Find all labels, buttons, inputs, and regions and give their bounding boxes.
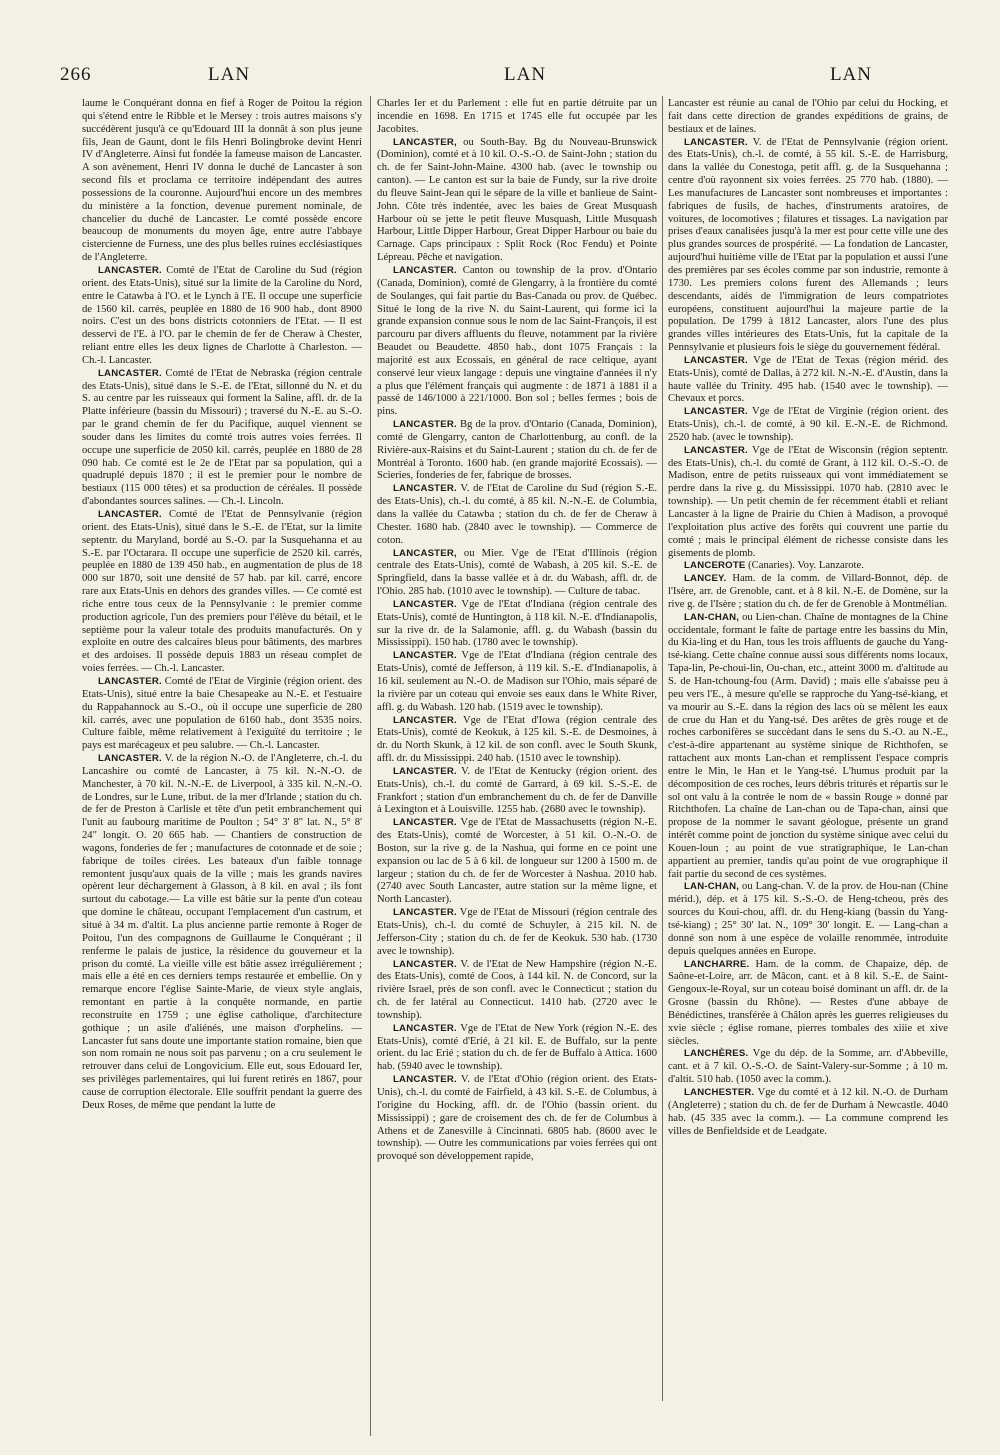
page-header [60,64,942,92]
entry-text: ou South-Bay. Bg du Nouveau-Brunswick (Dominion), comté et à 10 kil. O.-S.-O. de Saint-John ; station du ch. de fer Saint-John-Maine. 4300 hab. (avec le township ou canton). — Le canton est sur la baie de Fundy, sur la rive droite du fleuve Saint-Jean qui le sépare de la ville et banlieue de Saint-John. Côte très indentée, avec les baies de Great Musquash Harbour où se jette le petit fleuve Musquash, Little Musquash Harbour, Little Dipper Harbour, Great Dipper Harbour ou baie du Carnage. Caps principaux : Split Rock (Roc Fendu) et Pointe Lépreau. Pêche et navigation. [377,136,657,264]
entry-headword: LANCHARRE. [684,958,750,970]
entry-text: Vge de l'Etat d'Indiana (région centrale des Etats-Unis), comté de Jefferson, à 119 kil. S.-E. d'Indianapolis, à 16 kil. seulement au N.-O. de Madison sur l'Ohio, mais séparé de la rivière par un coteau qui envoie ses eaux dans le White River, affl. g. du Wabash. 120 hab. (1519 avec le township). [377,650,657,713]
entry-text: Comté de l'Etat de Virginie (région orient. des Etats-Unis), situé entre la baie Chesapeake au N.-E. et l'estuaire du Rappahannock au S.-O., où il occupe une superficie de 280 kil. carrés, avec une population de 6160 hab., dont 3535 noirs. Culture faible, même relativement à l'exiguïté du territoire ; le pays est marécageux et peu salubre. — Ch.-l. Lancaster. [82,675,362,752]
entry-headword: LANCASTER. [393,598,457,610]
entry-text: ou Lang-chan. V. de la prov. de Hou-nan (Chine mérid.), dép. et à 175 kil. S.-S.-O. de Heng-tcheou, près des sources du Koui-chou, affl. dr. du Heng-kiang (bassin du Yang-tsé-kiang) ; 25° 30' lat. N., 109° 30' longit. E. — Lang-chan a donné son nom à une espèce de volaille renommée, introduite depuis quelques années en Europe. [668,881,948,957]
entry-text: Vge de l'Etat de Virginie (région orient. des Etats-Unis), ch.-l. de comté, à 90 kil. E.-N.-E. de Richmond. 2520 hab. (avec le township). [668,406,948,443]
entry-headword: LANCASTER. [393,483,457,495]
entry-headword: LANCHESTER. [684,1086,755,1098]
entry-text: Lancaster est réunie au canal de l'Ohio par celui du Hocking, et fait dans cette direction de grandes expéditions de grains, de bestiaux et de laines. [668,98,948,135]
dictionary-entry [668,1087,948,1138]
entry-text: Vge de l'Etat de New York (région N.-E. des Etats-Unis), comté d'Erié, à 21 kil. E. de Buffalo, sur la pente orient. du lac Erié ; station du ch. de fer de Buffalo à Attica. 1600 hab. (5940 avec le township). [377,1022,657,1073]
entry-headword: LAN-CHAN, [684,881,740,893]
entry-headword: LANCASTER. [393,1022,457,1034]
entry-headword: LANCASTER. [684,444,748,456]
dictionary-entry [377,959,657,1023]
entry-headword: LANCASTER, [393,547,457,559]
entry-text: ou Lien-chan. Chaîne de montagnes de la Chine occidentale, formant le faîte de partage entre les bassins du Min, du Kia-ling et du Han, tous les trois affluents de gauche du Yang-tsé-kiang. Cette chaîne connue aussi sous différents noms locaux, Tapa-lin, Pe-choui-lin, Ou-chan, etc., atteint 3000 m. d'altitude au S. de Han-tchoung-fou (Arm. David) ; mais elle s'abaisse peu à peu vers l'E., à mesure qu'elle se rapproche du Yang-tsé-kiang, et va mourir au S.-E. dans la région des lacs où se mêlent les eaux de crue du Han et du Yang-tsé. Des arêtes de grès rouge et de roches carbonifères se succèdant dans le sens du S.-O. au N.-E., c'est-à-dire appartenant au système sinique de Richthofen, se rattachent aux monts Lan-chan et remplissent l'espace compris entre le Min, le Han et le Yang-tsé. L'humus produit par la décomposition de ces roches, leurs débris triturés et répartis sur le sol ont valu à la contrée le nom de « bassin Rouge » donné par Ritchthofen. La chaîne de Lan-chan ou de Tapa-chan, ainsi que propose de la nommer le savant géologue, présente un grand intérêt comme point de jonction du système sinique avec celui du Kouen-loun ; au point de vue stratigraphique, le Lan-chan appartient au premier, tandis qu'au point de vue orographique il fait partie du second de ces systèmes. [668,611,948,880]
text-column-1 [82,98,362,1113]
dictionary-entry [668,406,948,445]
entry-text: Vge de l'Etat de Texas (région mérid. des Etats-Unis), comté de Dallas, à 272 kil. N.-N.-E. d'Austin, dans la haute vallée du Trinity. 495 hab. (1540 avec le township). — Chevaux et porcs. [668,354,948,405]
dictionary-entry [377,599,657,650]
entry-headword: LANCASTER. [393,958,457,970]
entry-text: V. de l'Etat d'Ohio (région orient. des Etats-Unis), ch.-l. du comté de Fairfield, à 43 kil. S.-E. de Columbus, à l'origine du Hocking, affl. dr. de l'Ohio (bassin orient. du Mississippi) ; gare de croisement des ch. de fer de Columbus à Athens et de Zanesville à Cincinnati. 6805 hab. (8600 avec le township). — Outre les communications par voies ferrées qui ont provoqué son développement rapide, [377,1074,657,1163]
dictionary-entry [82,98,362,265]
entry-text: V. de l'Etat de Pennsylvanie (région orient. des Etats-Unis), ch.-l. de comté, à 55 kil. S.-E. de Harrisburg, dans la vallée du Conestoga, petit affl. g. de la Susquehanna ; centre d'où rayonnent six voies ferrées. 25 770 hab. (1880). — Les manufactures de Lancaster sont nombreuses et importantes : fabriques de fusils, de haches, d'instruments aratoires, de voitures, de locomotives ; filatures et tissages. La navigation par prises d'eaux canalisées jusqu'à la mer est pour cette ville une des plus grandes sources de prospérité. — La fondation de Lancaster, aujourd'hui huitième ville de l'Etat par la population et aussi l'une des premières par ses écoles comme par son industrie, remonte à 1730. Les premiers colons furent des Allemands ; leurs descendants, aidés de l'immigration de leurs compatriotes européens, constituent aujourd'hui la majeure partie de la population. De 1799 à 1812 Lancaster, alors l'une des plus grandes villes intérieures des Etats-Unis, fut la capitale de la Pennsylvanie et plusieurs fois le siège du gouvernement fédéral. [668,136,948,354]
entry-headword: LANCASTER. [393,907,457,919]
entry-headword: LANCASTER. [98,367,162,379]
entry-text: Comté de l'Etat de Pennsylvanie (région orient. des Etats-Unis), situé dans le S.-E. de l'Etat, sur la limite septentr. du Maryland, bordé au S.-O. par la Susquehanna et au S.-E. par l'Octarara. Il occupe une superficie de 2520 kil. carrés, peuplée en 1880 de 139 450 hab., en augmentation de plus de 18 000 sur 1870, soit une densité de 57 hab. par kil. carré, encore rare aux Etats-Unis en dehors des grandes villes. — Ce comté est riche entre tous ceux de la Pennsylvanie : le premier comme production agricole, l'un des premiers pour l'élève du bétail, et le septième pour la valeur totale des produits manufacturés. On y exploite en outre des calcaires bleus pour bâtiments, des marbres et des ardoises. Il possède depuis 1883 un réseau complet de voies ferrées. — Ch.-l. Lancaster. [82,509,362,675]
entry-text: Vge de l'Etat de Wisconsin (région septentr. des Etats-Unis), ch.-l. du comté de Grant, à 112 kil. O.-S.-O. de Madison, entre de petits ruisseaux qui vont immédiatement se perdre dans la rive g. du Mississippi. 1070 hab. (2810 avec le township). — Un petit chemin de fer récemment établi et reliant Lancaster à la ligne de Prairie du Chien à Madison, a provoqué l'exploitation plus active des forêts qui couvrent une partie du comté ; mais le principal élément de richesse consiste dans les gisements de plomb. [668,444,948,559]
entry-headword: LANCASTER. [393,817,457,829]
dictionary-entry [377,817,657,907]
dictionary-entry [377,715,657,766]
column-divider [662,96,663,1401]
running-head-center: LAN [504,64,547,85]
entry-text: Vge de l'Etat de Missouri (région centrale des Etats-Unis), ch.-l. du comté de Schuyler, à 215 kil. N. de Jefferson-City ; station du ch. de fer de Keokuk. 530 hab. (1730 avec le township). [377,907,657,957]
entry-headword: LANCEY. [684,573,727,585]
dictionary-entry [377,137,657,265]
entry-headword: LANCASTER. [393,1074,457,1086]
entry-headword: LANCASTER. [393,765,457,777]
dictionary-entry [668,98,948,137]
entry-text: Comté de l'Etat de Caroline du Sud (région orient. des Etats-Unis), situé sur la limite de la Caroline du Nord, entre le Catawba à l'O. et le Lynch à l'E. Il occupe une superficie de 1560 kil. carrés, peuplée en 1880 de 16 900 hab., dont 8900 noirs. C'est un des bons districts cotonniers de l'Etat. — Il est desservi de l'E. à l'O. par le chemin de fer de Cheraw à Chester, reliant entre elles les deux lignes de Charlotte à Charleston. — Ch.-l. Lancaster. [82,264,362,366]
entry-text: laume le Conquérant donna en fief à Roger de Poitou la région qui s'étend entre le Ribble et le Mersey : trois autres maisons s'y succédèrent jusqu'à ce qu'Edouard III la donnât à son plus jeune fils, Jean de Gaunt, dont le fils Henri Bolingbroke devint Henri IV d'Angleterre. Ainsi fut fondée la fameuse maison de Lancaster. A son avènement, Henri IV donna le duché de Lancaster à son second fils et proclama ce territoire indépendant des autres possessions de la couronne. Aujourd'hui encore un des membres du ministère a la fonction, devenue purement nominale, de chancelier du duché de Lancaster. Le comté possède encore beaucoup de monuments du moyen âge, entre autre l'abbaye cistercienne de Furness, une des plus belles ruines ecclésiastiques de l'Angleterre. [82,98,362,264]
dictionary-entry [82,676,362,753]
entry-text: Comté de l'Etat de Nebraska (région centrale des Etats-Unis), situé dans le S.-E. de l'Etat, sillonné du N. et du S. au centre par les ruisseaux qui forment la Saline, affl. dr. de la Platte inférieure (bassin du Missouri) ; traversé du N.-E. au S.-O. par le grand chemin de fer du Pacifique, auquel viennent se souder dans les limites du comté trois autres voies ferrées. Il occupe une superficie de 2050 kil. carrés, peuplée en 1880 de 28 090 hab. Ce comté est le 2e de l'Etat par sa population, qui a quadruplé depuis 1870 ; il est le premier pour le nombre de bestiaux (115 000 têtes) et sa production de céréales. Il possède d'abondantes sources salines. — Ch.-l. Lincoln. [82,367,362,508]
entry-headword: LANCASTER, [393,136,457,148]
dictionary-entry [668,1048,948,1087]
entry-text: Vge du dép. de la Somme, arr. d'Abbeville, cant. et à 7 kil. O.-S.-O. de Saint-Valery-sur-Somme ; à 10 m. d'altit. 510 hab. (1050 avec la comm.). [668,1048,948,1086]
dictionary-entry [377,483,657,547]
entry-headword: LAN-CHAN, [684,611,740,623]
entry-text: Charles Ier et du Parlement : elle fut en partie détruite par un incendie en 1698. En 1715 et 1745 elle fut occupée par les Jacobites. [377,98,657,135]
entry-text: (Canaries). Voy. Lanzarote. [745,560,864,572]
dictionary-entry [377,1023,657,1074]
dictionary-entry [377,766,657,817]
dictionary-entry [377,1074,657,1164]
page-number: 266 [60,64,92,85]
dictionary-entry [668,445,948,561]
entry-text: Bg de la prov. d'Ontario (Canada, Dominion), comté de Glengarry, canton de Charlottenburg, au confl. de la Rivière-aux-Raisins et du Saint-Laurent ; station du ch. de fer de Montréal à Toronto. 1600 hab. (en grande majorité Ecossais). — Scieries, fonderies de fer, fabrique de brosses. [377,419,657,482]
dictionary-entry [668,881,948,958]
entry-headword: LANCASTER. [393,650,457,662]
entry-headword: LANCEROTE [684,560,746,572]
dictionary-entry [668,137,948,355]
entry-text: Vge de l'Etat d'Iowa (région centrale des Etats-Unis), comté de Keokuk, à 125 kil. S.-E. de Desmoines, à dr. du North Skunk, à 12 kil. de son confl. avec le South Skunk, affl. dr. du Mississippi. 240 hab. (1510 avec le township). [377,714,657,765]
entry-text: V. de l'Etat de Caroline du Sud (région S.-E. des Etats-Unis), ch.-l. du comté, à 85 kil. N.-N.-E. de Columbia, dans la vallée du Catawba ; station du ch. de fer de Cheraw à Chester. 1680 hab. (2840 avec le township). — Commerce de coton. [377,483,657,546]
text-column-2 [377,98,657,1164]
entry-headword: LANCASTER. [98,675,162,687]
entry-headword: LANCASTER. [684,354,748,366]
dictionary-entry [377,265,657,419]
entry-text: Canton ou township de la prov. d'Ontario (Canada, Dominion), comté de Glengarry, à la frontière du comté de Soulanges, qui fait partie du Bas-Canada ou prov. de Québec. Situé le long de la rive N. du Saint-Laurent, qui forme ici la grande expansion connue sous le nom de lac Saint-François, il est parcouru par divers affluents du fleuve, notamment par la rivière Beaudet ou Beaudette. 4850 hab., dont 1075 Français : la majorité est aux Ecossais, en général de race celtique, ayant conservé leur vieux langage : depuis une vingtaine d'années il n'y a plus que l'élément français qui augmente : de 1871 à 1881 il a passé de 146/1000 à 221/1000. Bon sol ; belles fermes ; bois de pins. [377,264,657,418]
entry-text: Vge de l'Etat d'Indiana (région centrale des Etats-Unis), comté de Huntington, à 118 kil. N.-E. d'Indianapolis, sur la rive dr. de la Salamonie, affl. g. du Wabash (bassin du Mississippi). 150 hab. (1780 avec le township). [377,598,657,649]
entry-headword: LANCHÈRES. [684,1048,749,1060]
text-column-3 [668,98,948,1138]
entry-text: V. de la région N.-O. de l'Angleterre, ch.-l. du Lancashire ou comté de Lancaster, à 75 kil. N.-N.-O. de Manchester, à 70 kil. N.-N.-E. de Liverpool, à 335 kil. N.-N.-O. de Londres, sur le Lune, tribut. de la mer d'Irlande ; station du ch. de fer de Preston à Carlisle et tête d'un petit embranchement qui l'unit au faubourg maritime de Poulton ; 54° 3' 8" lat. N., 5° 8' 24" longit. O. 20 665 hab. — Chantiers de construction de wagons, fonderies de fer ; manufactures de cotonnade et de soie ; fabrique de toiles cirées. Les bateaux d'un faible tonnage remontent jusqu'aux quais de la ville ; mais les grands navires opèrent leur déchargement à Glasson, à 8 kil. en aval ; ils font surtout du cabotage.— La ville est bâtie sur la pente d'un coteau que domine le château, occupant l'emplacement d'un castrum, et situé à 34 m. d'altit. La plus ancienne partie remonte à Roger de Poitou, l'un des compagnons de Guillaume le Conquérant ; il renferme le palais de justice, la résidence du gouverneur et la prison du comté. La vieille ville est bâtie assez irrégulièrement ; mais elle a été en ces derniers temps restaurée et embellie. On y remarque encore l'église Sainte-Marie, de vieux style anglais, remontant en partie à la conquête normande, en partie reconstruite en 1759 ; une église catholique, d'architecture gothique ; un asile d'aliénés, une maison d'orphelins. — Lancaster fut sans doute une importante station romaine, bien que son nom romain ne nous soit pas parvenu ; on a cru seulement le retrouver dans celui de Longovicium. Elle eut, sous Edouard Ier, ses privilèges parlementaires, qui lui furent retirés en 1867, pour cause de corruption électorale. Elle souffrit pendant la guerre des Deux Roses, de même que pendant la lutte de [82,753,362,1111]
dictionary-entry [668,612,948,882]
entry-text: Vge du comté et à 12 kil. N.-O. de Durham (Angleterre) ; station du ch. de fer de Durham à Newcastle. 4040 hab. (45 335 avec la comm.). — La commune comprend les villes de Benfieldside et de Leadgate. [668,1086,948,1137]
entry-text: Ham. de la comm. de Villard-Bonnot, dép. de l'Isère, arr. de Grenoble, cant. et à 8 kil. N.-E. de Domène, sur la rive g. de l'Isère ; station du ch. de fer de Grenoble à Montmélian. [668,573,948,610]
dictionary-entry [377,548,657,599]
dictionary-entry [668,355,948,406]
entry-headword: LANCASTER. [684,406,748,418]
entry-text: Ham. de la comm. de Chapaize, dép. de Saône-et-Loire, arr. de Mâcon, cant. et à 8 kil. S.-E. de Saint-Gengoux-le-Royal, sur un coteau boisé dominant un affl. dr. de la Grosne (bassin du Rhône). — Restes d'une abbaye de Bénédictines, transférée à Châlon après les guerres religieuses du xvie siècle ; église romane, pierres tombales des xiiie et xive siècles. [668,958,948,1047]
running-head-right: LAN [829,64,872,85]
dictionary-entry [377,907,657,958]
running-head-left: LAN [208,64,251,85]
entry-headword: LANCASTER. [684,136,748,148]
entry-headword: LANCASTER. [98,753,162,765]
entry-text: ou Mier. Vge de l'Etat d'Illinois (région centrale des Etats-Unis), comté de Wabash, à 205 kil. S.-E. de Springfield, dans la basse vallée et à dr. du Wabash, affl. dr. de l'Ohio. 285 hab. (1010 avec le township). — Culture de tabac. [377,547,657,598]
dictionary-entry [377,419,657,483]
entry-text: V. de l'Etat de Kentucky (région orient. des Etats-Unis), ch.-l. du comté de Garrard, à 69 kil. S.-S.-E. de Frankfort ; station d'un embranchement du ch. de fer de Danville à Lexington et à Louisville. 1255 hab. (2680 avec le township). [377,765,657,816]
dictionary-entry [82,509,362,676]
dictionary-entry [377,98,657,137]
dictionary-entry [82,753,362,1113]
dictionary-entry [82,368,362,509]
entry-headword: LANCASTER. [393,264,457,276]
entry-headword: LANCASTER. [393,714,457,726]
entry-headword: LANCASTER. [98,509,162,520]
column-divider [370,96,371,1436]
dictionary-entry [668,560,948,573]
dictionary-entry [82,265,362,368]
dictionary-entry [377,650,657,714]
dictionary-entry [668,573,948,612]
entry-headword: LANCASTER. [98,264,162,276]
entry-text: V. de l'Etat de New Hampshire (région N.-E. des Etats-Unis), comté de Coos, à 144 kil. N. de Concord, sur la rivière Israel, près de son confl. avec le Connecticut ; station du ch. de fer latéral au Connecticut. 1410 hab. (2720 avec le township). [377,958,657,1021]
entry-headword: LANCASTER. [393,419,457,431]
dictionary-entry [668,959,948,1049]
entry-text: Vge de l'Etat de Massachusetts (région N.-E. des Etats-Unis), comté de Worcester, à 51 kil. O.-N.-O. de Boston, sur la rive g. de la Nashua, qui forme en ce point une expansion ou lac de 5 à 6 kil. de longueur sur 1200 à 1500 m. de largeur ; station du ch. de fer de Worcester à Nashua. 2010 hab. (2740 avec South Lancaster, autre station sur la même ligne, et North Lancaster). [377,817,657,906]
